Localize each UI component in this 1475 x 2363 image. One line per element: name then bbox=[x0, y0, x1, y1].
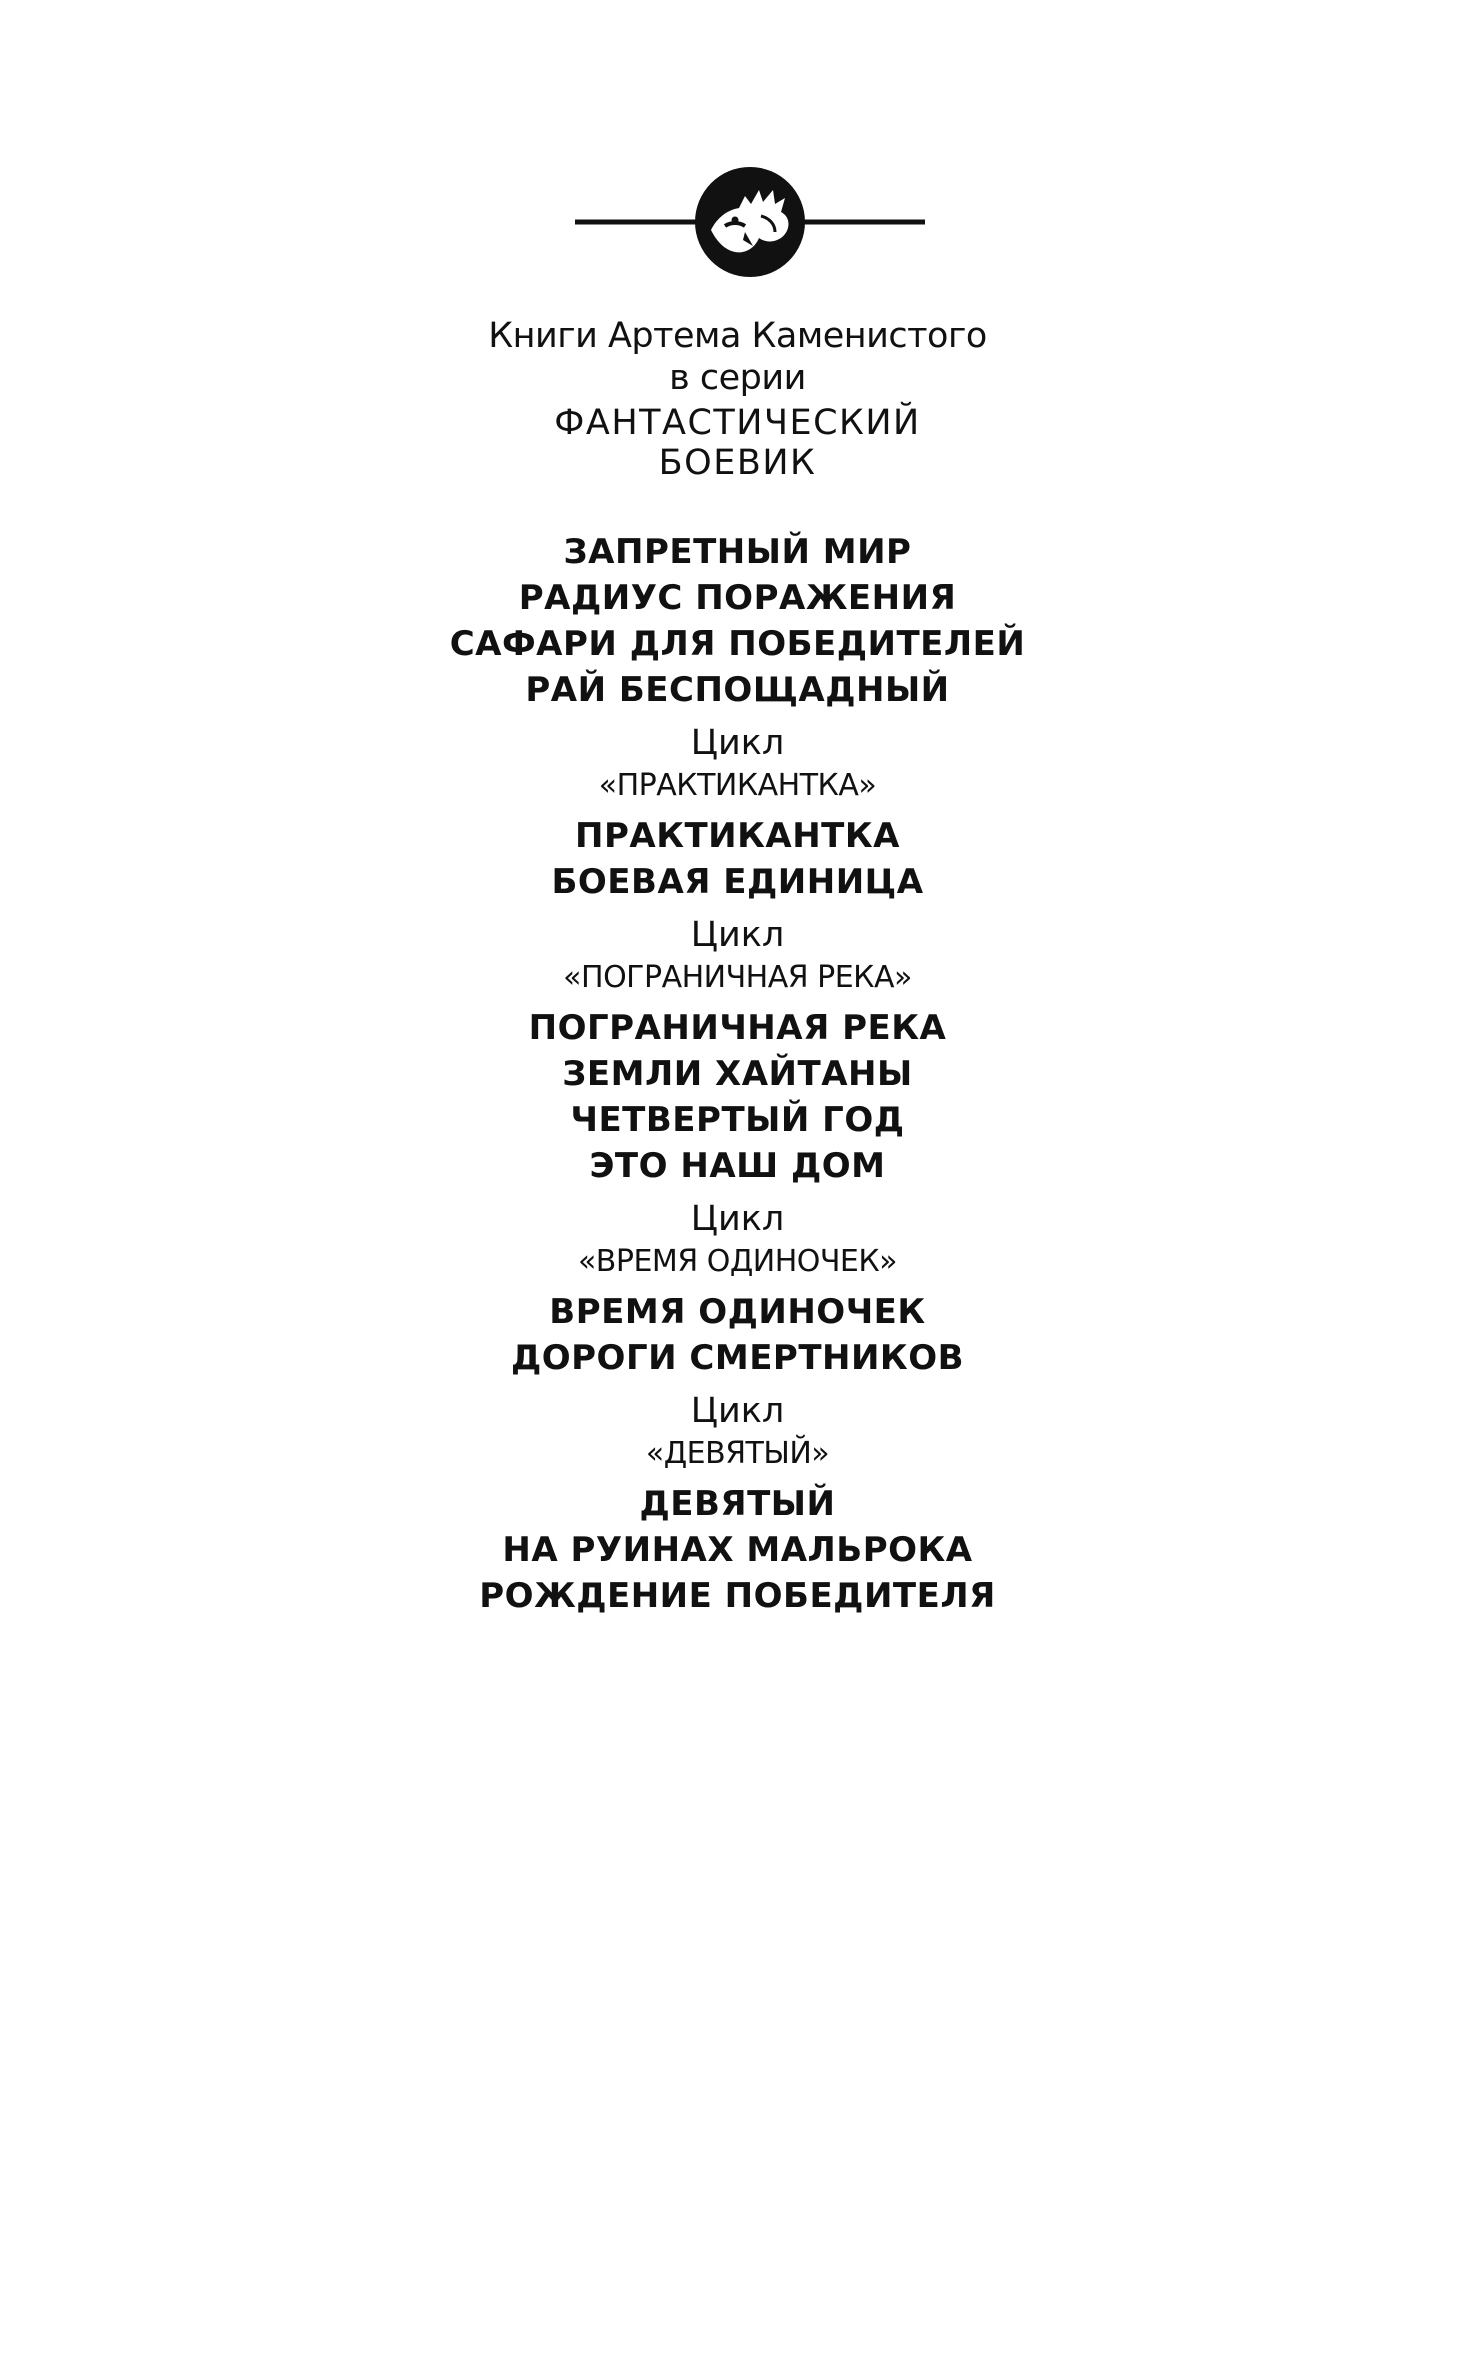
book-title: ДЕВЯТЫЙ bbox=[639, 1484, 836, 1524]
cycle-label: Цикл bbox=[690, 723, 785, 763]
cycle-label: Цикл bbox=[690, 1391, 785, 1431]
book-title: ЧЕТВЕРТЫЙ ГОД bbox=[570, 1100, 905, 1140]
dragon-emblem-icon bbox=[575, 160, 925, 290]
cycle-block bbox=[0, 913, 1475, 1189]
book-title: БОЕВАЯ ЕДИНИЦА bbox=[551, 862, 924, 902]
book-title: РАДИУС ПОРАЖЕНИЯ bbox=[518, 578, 957, 618]
book-title: ПРАКТИКАНТКА bbox=[575, 816, 900, 856]
series-intro: в серии bbox=[669, 358, 806, 398]
book-title: РАЙ БЕСПОЩАДНЫЙ bbox=[525, 670, 950, 710]
cycle-label: Цикл bbox=[690, 915, 785, 955]
book-title: РОЖДЕНИЕ ПОБЕДИТЕЛЯ bbox=[479, 1576, 996, 1616]
cycle-name: «ДЕВЯТЫЙ» bbox=[645, 1436, 830, 1471]
series-page bbox=[0, 315, 1475, 1619]
book-title: ПОГРАНИЧНАЯ РЕКА bbox=[528, 1008, 947, 1048]
series-title-line: ФАНТАСТИЧЕСКИЙ bbox=[554, 403, 921, 443]
book-title: НА РУИНАХ МАЛЬРОКА bbox=[502, 1530, 973, 1570]
standalone-book-list bbox=[0, 529, 1475, 713]
cycle-label: Цикл bbox=[690, 1199, 785, 1239]
series-title bbox=[0, 403, 1475, 483]
book-title: САФАРИ ДЛЯ ПОБЕДИТЕЛЕЙ bbox=[449, 624, 1026, 664]
book-title: ДОРОГИ СМЕРТНИКОВ bbox=[510, 1338, 965, 1378]
book-title: ЭТО НАШ ДОМ bbox=[589, 1146, 886, 1186]
cycle-name: «ПРАКТИКАНТКА» bbox=[598, 768, 877, 803]
book-title: ЗЕМЛИ ХАЙТАНЫ bbox=[562, 1054, 913, 1094]
series-title-line: БОЕВИК bbox=[658, 443, 817, 483]
cycle-block bbox=[0, 1389, 1475, 1619]
cycle-name: «ПОГРАНИЧНАЯ РЕКА» bbox=[563, 960, 912, 995]
book-title: ВРЕМЯ ОДИНОЧЕК bbox=[549, 1292, 926, 1332]
cycle-name: «ВРЕМЯ ОДИНОЧЕК» bbox=[577, 1244, 898, 1279]
book-title: ЗАПРЕТНЫЙ МИР bbox=[563, 532, 912, 572]
cycle-block bbox=[0, 1197, 1475, 1381]
author-intro: Книги Артема Каменистого bbox=[488, 316, 987, 356]
cycle-block bbox=[0, 721, 1475, 905]
